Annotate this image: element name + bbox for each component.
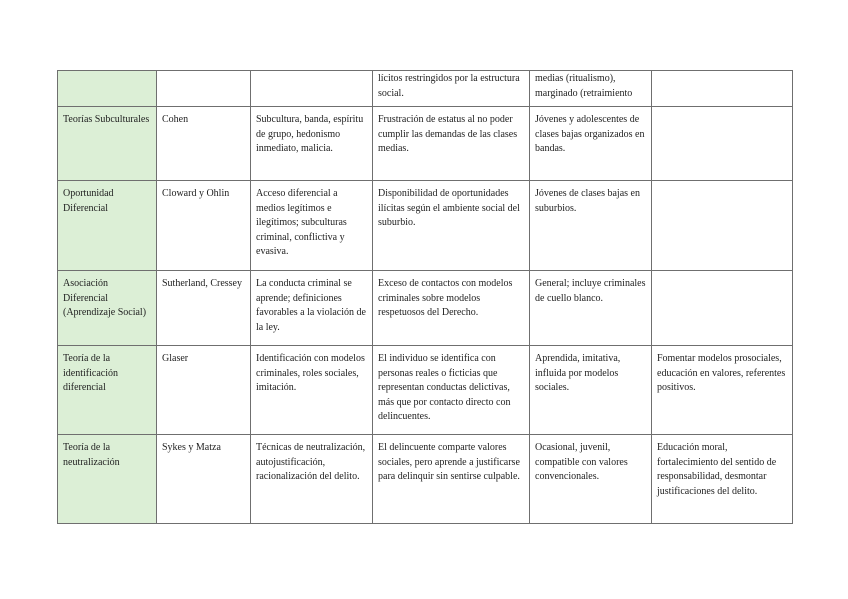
- causes-cell: lícitos restringidos por la estructura social.: [373, 71, 530, 107]
- authors-cell: [157, 71, 251, 107]
- prevention-cell: [652, 107, 793, 181]
- key-concepts-cell: Subcultura, banda, espíritu de grupo, hedonismo inmediato, malicia.: [251, 107, 373, 181]
- criminology-theories-table: [57, 70, 793, 524]
- prevention-cell: [652, 71, 793, 107]
- theory-cell: [58, 71, 157, 107]
- offender-type-cell: Ocasional, juvenil, compatible con valores convencionales.: [530, 435, 652, 524]
- causes-cell: Disponibilidad de oportunidades ilícitas según el ambiente social del suburbio.: [373, 181, 530, 271]
- prevention-cell: [652, 271, 793, 346]
- key-concepts-cell: La conducta criminal se aprende; definiciones favorables a la violación de la ley.: [251, 271, 373, 346]
- key-concepts-cell: [251, 71, 373, 107]
- prevention-cell: Educación moral, fortalecimiento del sentido de responsabilidad, desmontar justificaciones del delito.: [652, 435, 793, 524]
- offender-type-cell: Jóvenes y adolescentes de clases bajas organizados en bandas.: [530, 107, 652, 181]
- table-row: [58, 71, 793, 107]
- authors-cell: Cohen: [157, 107, 251, 181]
- theory-cell: Teoría de la identificación diferencial: [58, 346, 157, 435]
- authors-cell: Glaser: [157, 346, 251, 435]
- authors-cell: Sutherland, Cressey: [157, 271, 251, 346]
- causes-cell: Exceso de contactos con modelos criminales sobre modelos respetuosos del Derecho.: [373, 271, 530, 346]
- theory-cell: Teorías Subculturales: [58, 107, 157, 181]
- offender-type-cell: General; incluye criminales de cuello blanco.: [530, 271, 652, 346]
- prevention-cell: [652, 181, 793, 271]
- causes-cell: El delincuente comparte valores sociales, pero aprende a justificarse para delinquir sin sentirse culpable.: [373, 435, 530, 524]
- theory-cell: Asociación Diferencial (Aprendizaje Social): [58, 271, 157, 346]
- table-row: [58, 107, 793, 181]
- table-row: [58, 181, 793, 271]
- offender-type-cell: Jóvenes de clases bajas en suburbios.: [530, 181, 652, 271]
- causes-cell: Frustración de estatus al no poder cumplir las demandas de las clases medias.: [373, 107, 530, 181]
- key-concepts-cell: Acceso diferencial a medios legítimos e ilegítimos; subculturas criminal, conflictiva y evasiva.: [251, 181, 373, 271]
- theory-cell: Teoría de la neutralización: [58, 435, 157, 524]
- causes-cell: El individuo se identifica con personas reales o ficticias que representan conductas delictivas, más que por contacto directo con delincuentes.: [373, 346, 530, 435]
- authors-cell: Cloward y Ohlin: [157, 181, 251, 271]
- offender-type-cell: Aprendida, imitativa, influida por modelos sociales.: [530, 346, 652, 435]
- prevention-cell: Fomentar modelos prosociales, educación en valores, referentes positivos.: [652, 346, 793, 435]
- offender-type-cell: medias (ritualismo), marginado (retraimiento: [530, 71, 652, 107]
- key-concepts-cell: Técnicas de neutralización, autojustificación, racionalización del delito.: [251, 435, 373, 524]
- table-row: [58, 346, 793, 435]
- theory-cell: Oportunidad Diferencial: [58, 181, 157, 271]
- table-row: [58, 271, 793, 346]
- authors-cell: Sykes y Matza: [157, 435, 251, 524]
- key-concepts-cell: Identificación con modelos criminales, roles sociales, imitación.: [251, 346, 373, 435]
- table-row: [58, 435, 793, 524]
